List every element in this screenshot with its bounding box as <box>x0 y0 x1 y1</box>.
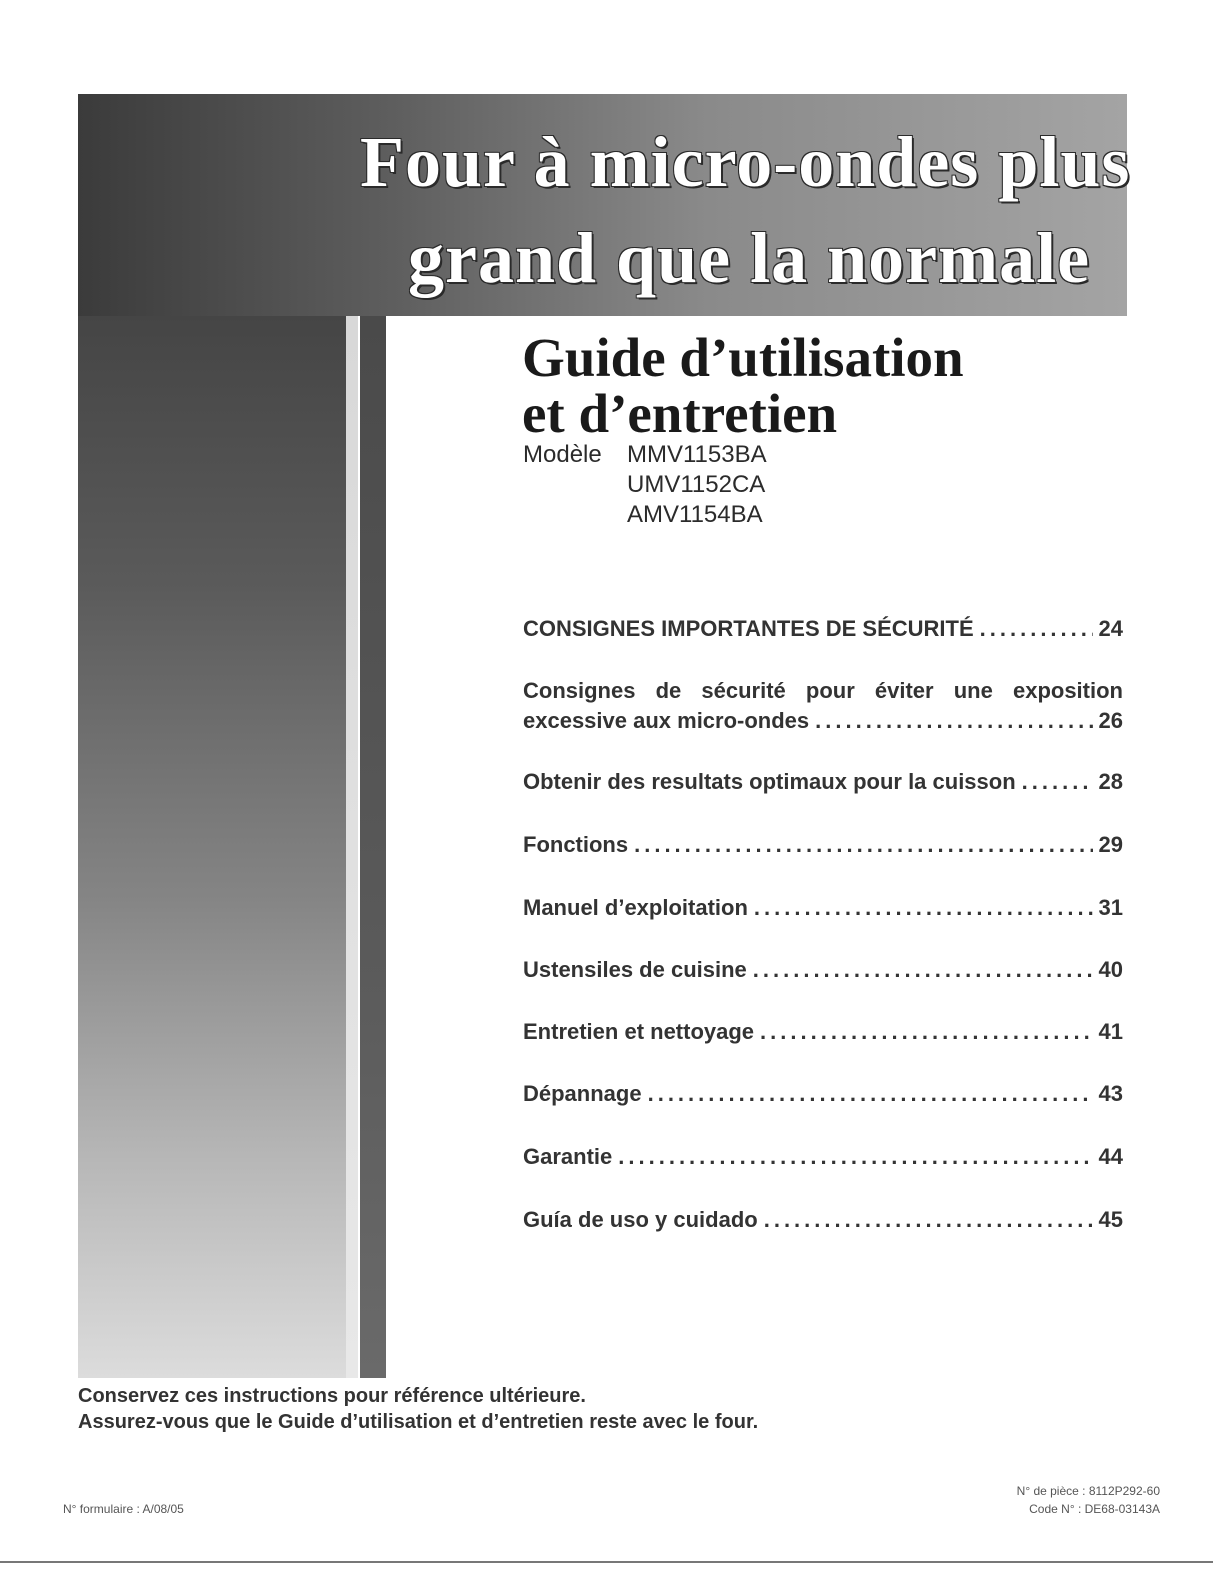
guide-title-line-1: Guide d’utilisation <box>522 327 964 388</box>
bottom-divider <box>0 1561 1213 1563</box>
model-label: Modèle <box>523 441 602 468</box>
toc-item-title: Guía de uso y cuidado <box>523 1207 758 1232</box>
toc-item-page: 41 <box>1098 1019 1123 1044</box>
code-number: Code N° : DE68-03143A <box>1029 1502 1160 1516</box>
model-row <box>523 440 767 470</box>
toc-item <box>523 676 1123 736</box>
toc-leader-dots <box>760 1017 1092 1047</box>
toc-item <box>523 1205 1123 1235</box>
toc-item <box>523 767 1123 797</box>
form-number: N° formulaire : A/08/05 <box>63 1502 184 1516</box>
model-row <box>523 470 767 500</box>
toc-item-page: 45 <box>1098 1207 1123 1232</box>
toc-leader-dots <box>754 893 1093 923</box>
toc-item-page: 29 <box>1098 832 1123 857</box>
side-gradient-panel <box>78 316 346 1378</box>
banner-title-line-1: Four à micro-ondes plus <box>360 122 1131 202</box>
toc-item-title: Dépannage <box>523 1081 642 1106</box>
toc-item <box>523 893 1123 923</box>
toc-item <box>523 830 1123 860</box>
toc-item <box>523 955 1123 985</box>
toc-leader-dots <box>634 830 1092 860</box>
model-number: MMV1153BA <box>627 441 767 468</box>
toc-leader-dots <box>764 1205 1093 1235</box>
toc-leader-dots <box>980 614 1093 644</box>
toc-item <box>523 1142 1123 1172</box>
keep-note-line-2: Assurez-vous que le Guide d’utilisation et d’entretien reste avec le four. <box>78 1411 759 1433</box>
toc-leader-dots <box>648 1079 1093 1109</box>
toc-item-title: Obtenir des resultats optimaux pour la cuisson <box>523 769 1016 794</box>
toc-leader-dots <box>815 706 1092 736</box>
keep-instructions-note <box>78 1383 758 1435</box>
toc-leader-dots <box>618 1142 1092 1172</box>
toc-item-page: 28 <box>1098 769 1123 794</box>
toc-item-title: Manuel d’exploitation <box>523 895 748 920</box>
toc-leader-dots <box>753 955 1093 985</box>
keep-note-line-1: Conservez ces instructions pour référence ultérieure. <box>78 1385 586 1407</box>
toc-item <box>523 1017 1123 1047</box>
toc-item <box>523 1079 1123 1109</box>
toc-item-page: 31 <box>1098 895 1123 920</box>
banner-title-line-2: grand que la normale <box>408 218 1091 298</box>
toc-item-page: 44 <box>1098 1144 1123 1169</box>
toc-item-page: 26 <box>1098 708 1123 733</box>
model-row <box>523 500 767 530</box>
toc-item-title-line-1: Consignes de sécurité pour éviter une exposition <box>523 678 1123 703</box>
part-number: N° de pièce : 8112P292-60 <box>1016 1484 1160 1498</box>
toc-item <box>523 614 1123 644</box>
toc-item-title: Fonctions <box>523 832 629 857</box>
model-number: UMV1152CA <box>627 471 766 498</box>
banner-title <box>360 114 1131 306</box>
model-number: AMV1154BA <box>627 501 763 528</box>
toc-item-page: 43 <box>1098 1081 1123 1106</box>
guide-title-line-2: et d’entretien <box>522 383 838 444</box>
toc-item-title: Ustensiles de cuisine <box>523 957 747 982</box>
toc-leader-dots <box>1022 767 1093 797</box>
side-light-band <box>346 316 358 1378</box>
side-dark-stripe <box>360 316 386 1378</box>
toc-item-title: excessive aux micro-ondes <box>523 708 810 733</box>
toc-item-page: 40 <box>1098 957 1123 982</box>
part-codes <box>1017 1482 1160 1518</box>
toc-item-title: Entretien et nettoyage <box>523 1019 755 1044</box>
toc-item-title: Garantie <box>523 1144 613 1169</box>
toc-item-page: 24 <box>1098 616 1123 641</box>
toc-item-title: CONSIGNES IMPORTANTES DE SÉCURITÉ <box>523 616 974 641</box>
guide-title <box>522 327 964 444</box>
model-list <box>523 440 767 530</box>
